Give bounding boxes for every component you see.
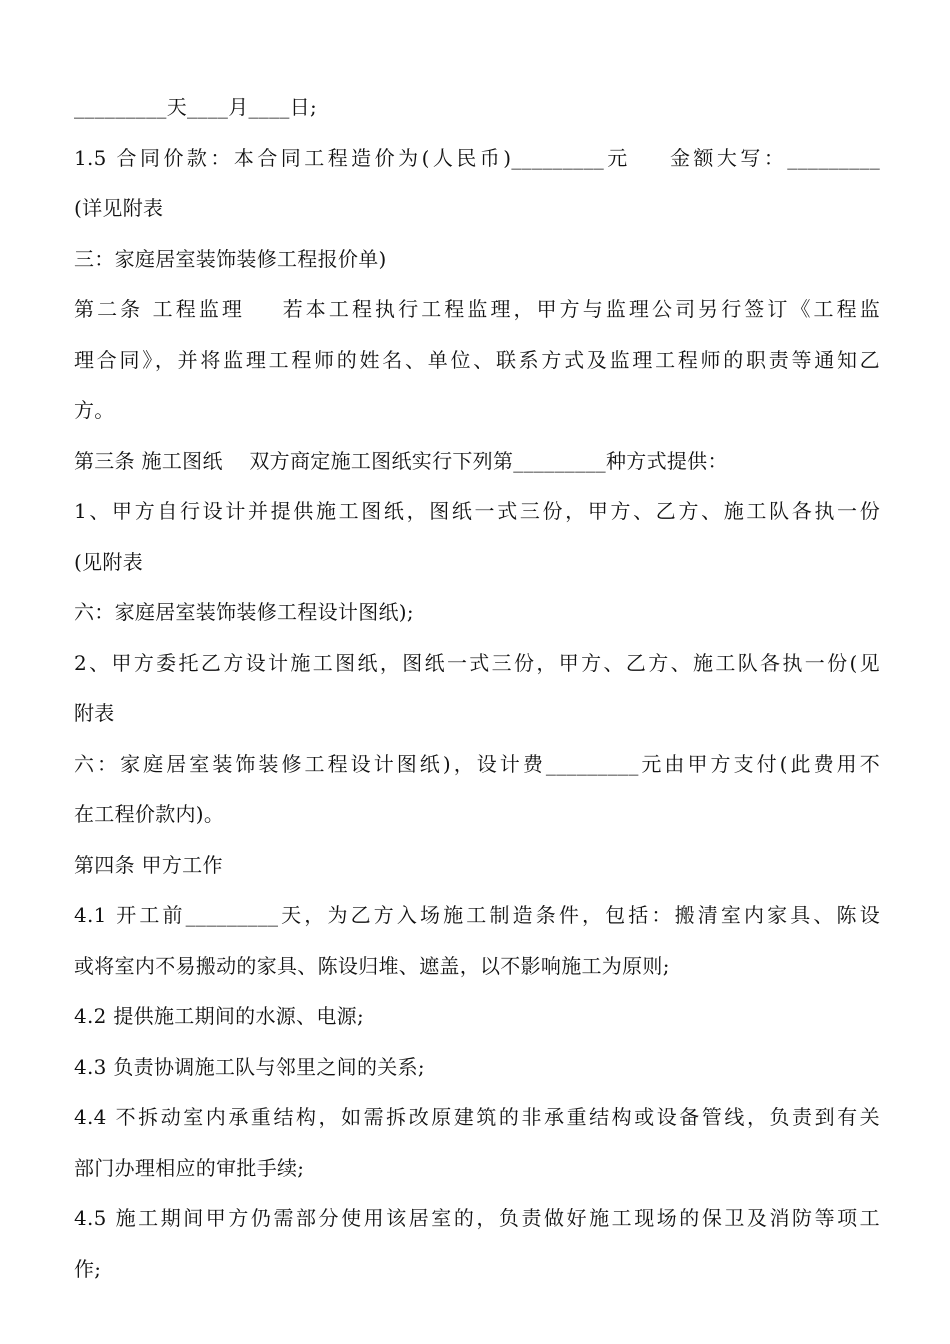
text-line-05: 第二条 工程监理 若本工程执行工程监理，甲方与监理公司另行签订《工程监 — [74, 297, 880, 321]
text-line-09: 1、甲方自行设计并提供施工图纸，图纸一式三份，甲方、乙方、施工队各执一份 — [74, 499, 880, 523]
text-line-10: (见附表 — [74, 549, 144, 574]
text-line-15: 在工程价款内)。 — [74, 802, 225, 826]
text-line-23: 4.5 施工期间甲方仍需部分使用该居室的，负责做好施工现场的保卫及消防等项工 — [74, 1206, 880, 1230]
document-body — [74, 82, 880, 1294]
text-line-02: 1.5 合同价款：本合同工程造价为(人民币)_________元 金额大写：_________ — [74, 145, 880, 170]
text-line-19: 4.2 提供施工期间的水源、电源; — [74, 1004, 365, 1028]
text-line-01: _________天____月____日; — [74, 95, 318, 119]
text-line-06: 理合同》，并将监理工程师的姓名、单位、联系方式及监理工程师的职责等通知乙 — [74, 347, 880, 372]
text-line-13: 附表 — [74, 701, 115, 725]
text-line-07: 方。 — [74, 398, 115, 422]
text-line-17: 4.1 开工前_________天，为乙方入场施工制造条件，包括：搬清室内家具、陈设 — [74, 903, 880, 927]
text-line-20: 4.3 负责协调施工队与邻里之间的关系; — [74, 1054, 425, 1079]
text-line-11: 六：家庭居室装饰装修工程设计图纸); — [74, 600, 414, 624]
text-line-21: 4.4 不拆动室内承重结构，如需拆改原建筑的非承重结构或设备管线，负责到有关 — [74, 1105, 880, 1129]
text-line-04: 三：家庭居室装饰装修工程报价单) — [74, 246, 387, 271]
text-line-12: 2、甲方委托乙方设计施工图纸，图纸一式三份，甲方、乙方、施工队各执一份(见 — [74, 650, 880, 675]
text-line-03: (详见附表 — [74, 196, 164, 220]
text-line-14: 六：家庭居室装饰装修工程设计图纸)，设计费_________元由甲方支付(此费用不 — [74, 751, 880, 776]
text-line-22: 部门办理相应的审批手续; — [74, 1155, 305, 1180]
text-line-24: 作; — [74, 1256, 102, 1281]
text-line-18: 或将室内不易搬动的家具、陈设归堆、遮盖，以不影响施工为原则; — [74, 953, 670, 978]
text-line-16: 第四条 甲方工作 — [74, 852, 223, 877]
text-line-08: 第三条 施工图纸 双方商定施工图纸实行下列第_________种方式提供： — [74, 448, 728, 473]
